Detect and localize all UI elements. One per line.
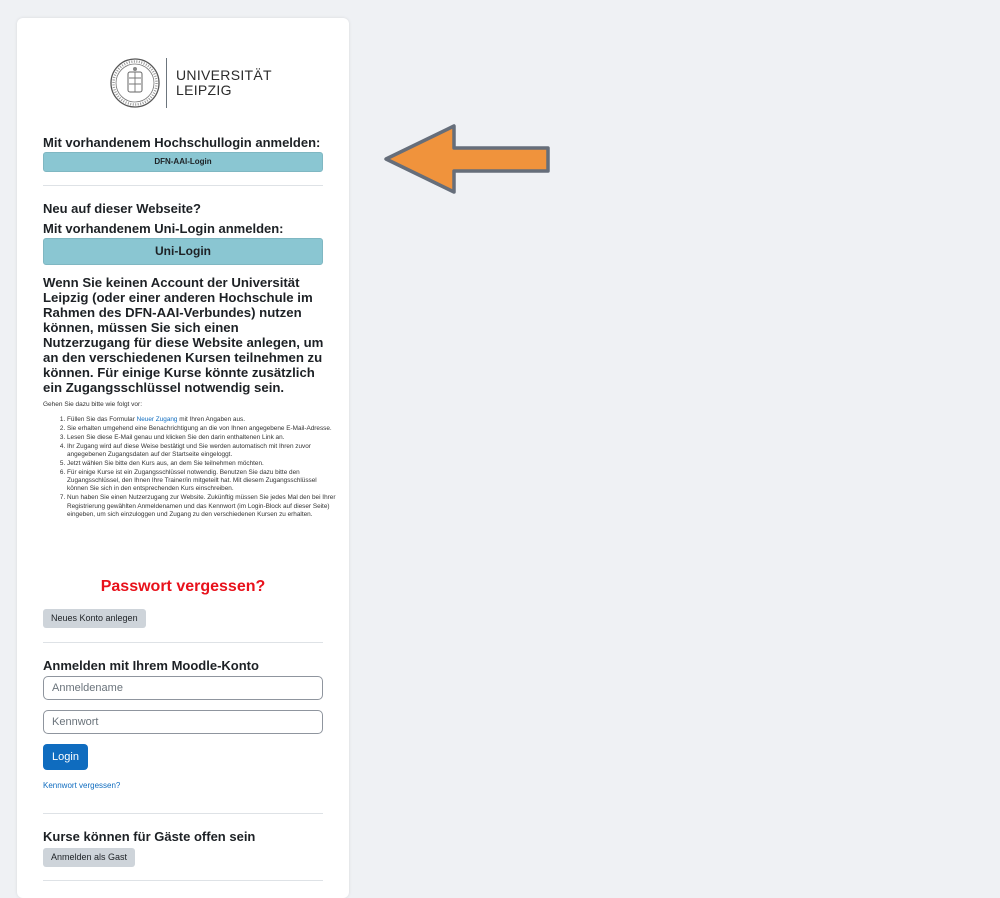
- uni-login-heading: Mit vorhandenem Uni-Login anmelden:: [43, 221, 284, 236]
- university-logo: [110, 58, 272, 108]
- divider: [43, 880, 323, 881]
- moodle-login-heading: Anmelden mit Ihrem Moodle-Konto: [43, 658, 259, 673]
- new-account-button[interactable]: Neues Konto anlegen: [43, 609, 146, 628]
- instructions-list: [47, 416, 337, 520]
- guest-access-heading: Kurse können für Gäste offen sein: [43, 829, 256, 844]
- list-item: 4. Ihr Zugang wird auf diese Weise bestätigt und Sie werden automatisch mit Ihren zuvor angegebenen Zugangsdaten auf der Startseite eingeloggt.: [67, 443, 337, 460]
- left-arrow-icon: [380, 120, 555, 198]
- university-seal-icon: [110, 58, 160, 108]
- uni-login-button[interactable]: Uni-Login: [43, 238, 323, 265]
- list-item: 7. Nun haben Sie einen Nutzerzugang zur Website. Zukünftig müssen Sie jedes Mal den bei Ihrer Registrierung gewählten Anmeldenamen und das Kennwort (im Login-Block auf dieser Seite) eingeben, um sich einzuloggen und Zugang zu den verschiedenen Kursen zu erhalten.: [67, 494, 337, 519]
- hochschul-login-heading: Mit vorhandenem Hochschullogin anmelden:: [43, 135, 321, 150]
- password-forgotten-link[interactable]: Passwort vergessen?: [100, 578, 266, 595]
- list-item: 3. Lesen Sie diese E-Mail genau und klicken Sie den darin enthaltenen Link an.: [67, 434, 337, 442]
- forgot-password-link[interactable]: Kennwort vergessen?: [43, 781, 121, 790]
- new-visitor-heading: Neu auf dieser Webseite?: [43, 201, 201, 216]
- login-button[interactable]: Login: [43, 744, 88, 770]
- password-input[interactable]: [43, 710, 323, 734]
- logo-divider: [166, 58, 167, 108]
- dfn-aai-login-button[interactable]: DFN-AAI-Login: [43, 152, 323, 172]
- divider: [43, 813, 323, 814]
- account-info-paragraph: Wenn Sie keinen Account der Universität Leipzig (oder einer anderen Hochschule im Rahmen des DFN-AAI-Verbundes) nutzen können, müssen Sie sich einen Nutzerzugang für diese Website anlegen, um an den verschiedenen Kursen teilnehmen zu können. Für einige Kurse könnte zusätzlich ein Zugangsschlüssel notwendig sein.: [43, 275, 324, 395]
- divider: [43, 642, 323, 643]
- logo-wordmark: UNIVERSITÄT LEIPZIG: [176, 67, 272, 98]
- new-account-link[interactable]: Neuer Zugang: [136, 416, 178, 423]
- divider: [43, 185, 323, 186]
- list-item: 1. Füllen Sie das Formular Neuer Zugang mit Ihren Angaben aus.: [67, 416, 337, 424]
- instructions-intro: Gehen Sie dazu bitte wie folgt vor:: [43, 401, 143, 408]
- guest-login-button[interactable]: Anmelden als Gast: [43, 848, 135, 867]
- list-item: 2. Sie erhalten umgehend eine Benachrichtigung an die von Ihnen angegebene E-Mail-Adresse.: [67, 425, 337, 433]
- list-item: 5. Jetzt wählen Sie bitte den Kurs aus, an dem Sie teilnehmen möchten.: [67, 460, 337, 468]
- login-card: [17, 18, 349, 898]
- list-item: 6. Für einige Kurse ist ein Zugangsschlüssel notwendig. Benutzen Sie dazu bitte den Zugangsschlüssel, den Ihnen Ihre Trainer/in mitgeteilt hat. Mit diesem Zugangsschlüssel können Sie sich in den entsprechenden Kurs einschreiben.: [67, 469, 337, 494]
- username-input[interactable]: [43, 676, 323, 700]
